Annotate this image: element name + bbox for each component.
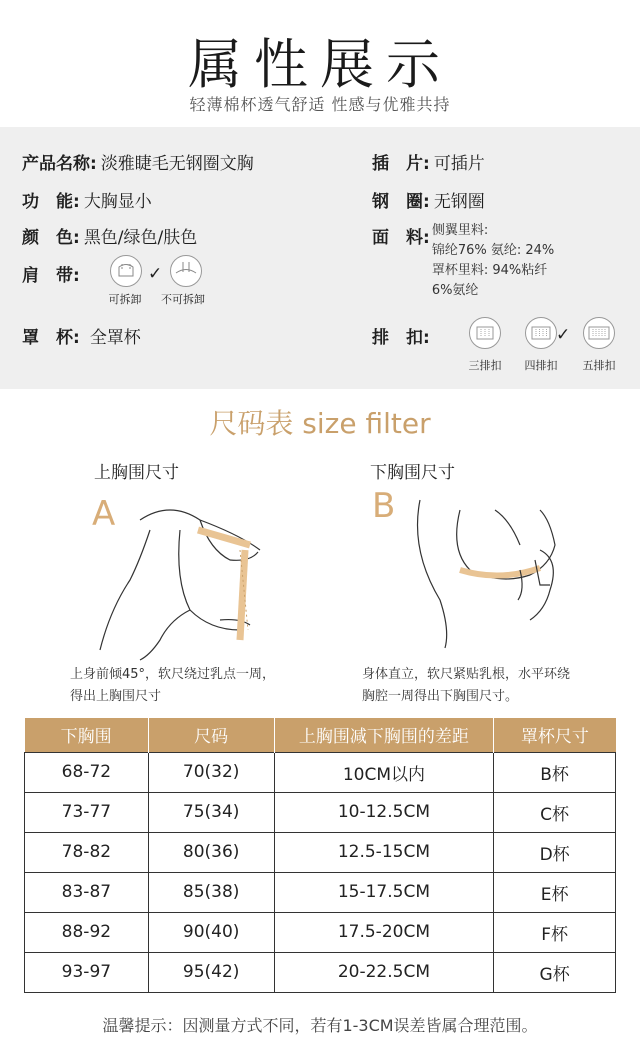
table-cell: F杯 [494, 912, 616, 952]
attr-strap [22, 261, 80, 286]
page-subtitle: 轻薄棉杯透气舒适 性感与优雅共持 [189, 95, 451, 114]
removable-strap-icon [110, 255, 142, 287]
table-cell: 93-97 [25, 952, 149, 992]
table-cell: D杯 [494, 832, 616, 872]
measure-a-description [70, 664, 275, 708]
measure-b-label: 下胸围尺寸 [370, 463, 455, 483]
attr-function [22, 187, 152, 212]
attr-value: 可插片 [433, 154, 485, 174]
attr-label: 插 片: [372, 154, 430, 174]
table-cell: 68-72 [25, 752, 149, 792]
measure-a-illustration [80, 490, 300, 662]
table-row [25, 952, 616, 992]
table-cell: 90(40) [148, 912, 274, 952]
table-cell: 10-12.5CM [274, 792, 494, 832]
desc-line: 胸腔一周得出下胸围尺寸。 [362, 689, 519, 704]
material-line: 6%氨纶 [431, 283, 479, 298]
footer-tip: 温馨提示：因测量方式不同，若有1-3CM误差皆属合理范围。 [102, 1016, 538, 1035]
attr-label: 产品名称: [22, 154, 97, 174]
column-header: 下胸围 [25, 718, 149, 752]
desc-line: 得出上胸围尺寸 [70, 689, 162, 704]
fixed-strap-icon [170, 255, 202, 287]
attr-product-name [22, 149, 254, 174]
measure-a-letter: A [92, 494, 116, 534]
attribute-panel [0, 127, 640, 389]
attr-value: 黑色/绿色/肤色 [83, 228, 198, 248]
attr-label: 功 能: [22, 192, 80, 212]
attr-cup [22, 323, 141, 348]
measure-a-label: 上胸围尺寸 [94, 463, 179, 483]
table-cell: 10CM以内 [274, 752, 494, 792]
table-cell: G杯 [494, 952, 616, 992]
table-row [25, 872, 616, 912]
attr-label: 罩 杯: [22, 328, 80, 348]
attr-label: 颜 色: [22, 228, 80, 248]
strap-option-fixed [161, 255, 206, 307]
desc-line: 身体直立，软尺紧贴乳根，水平环绕 [362, 667, 571, 682]
hook-option-three [462, 317, 508, 373]
hook-option-five [576, 317, 622, 373]
desc-line: 上身前倾45°，软尺绕过乳点一周， [70, 667, 276, 682]
attr-insert [372, 149, 485, 174]
check-icon: ✓ [148, 264, 163, 284]
option-label: 不可拆卸 [161, 293, 205, 306]
table-header-row [25, 718, 616, 752]
attr-value: 无钢圈 [433, 192, 485, 212]
table-cell: C杯 [494, 792, 616, 832]
table-cell: 75(34) [148, 792, 274, 832]
material-detail [432, 221, 554, 301]
size-chart-title: 尺码表 size filter [209, 407, 431, 440]
measure-b-letter: B [372, 486, 396, 526]
table-cell: 20-22.5CM [274, 952, 494, 992]
table-row [25, 792, 616, 832]
attr-value: 全罩杯 [89, 328, 141, 348]
measure-b-description [362, 664, 570, 708]
option-label: 可拆卸 [108, 293, 142, 306]
option-label: 三排扣 [468, 359, 502, 372]
attr-label: 面 料: [372, 228, 430, 248]
column-header: 上胸围减下胸围的差距 [274, 718, 494, 752]
attr-hook [372, 323, 430, 348]
table-cell: 70(32) [148, 752, 274, 792]
check-icon: ✓ [556, 325, 571, 345]
table-row [25, 752, 616, 792]
table-cell: 80(36) [148, 832, 274, 872]
attr-label: 排 扣: [372, 328, 430, 348]
attr-wire [372, 187, 485, 212]
material-line: 锦纶76% 氨纶: 24% [431, 243, 555, 258]
material-line: 罩杯里料: 94%粘纤 [431, 263, 548, 278]
strap-option-removable [106, 255, 146, 307]
table-cell: 73-77 [25, 792, 149, 832]
attr-value: 淡雅睫毛无钢圈文胸 [100, 154, 254, 174]
attr-value: 大胸显小 [83, 192, 152, 212]
table-cell: 15-17.5CM [274, 872, 494, 912]
five-row-hook-icon [583, 317, 615, 349]
attr-color [22, 223, 197, 248]
material-line: 侧翼里料: [431, 223, 489, 238]
table-cell: 78-82 [25, 832, 149, 872]
option-label: 四排扣 [524, 359, 558, 372]
measure-b-illustration [400, 490, 600, 650]
column-header: 尺码 [148, 718, 274, 752]
column-header: 罩杯尺寸 [494, 718, 616, 752]
table-cell: 83-87 [25, 872, 149, 912]
table-cell: 95(42) [148, 952, 274, 992]
table-cell: 17.5-20CM [274, 912, 494, 952]
three-row-hook-icon [469, 317, 501, 349]
attr-label: 钢 圈: [372, 192, 430, 212]
attr-label: 肩 带: [22, 266, 80, 286]
table-row [25, 832, 616, 872]
table-cell: B杯 [494, 752, 616, 792]
option-label: 五排扣 [582, 359, 616, 372]
four-row-hook-icon [525, 317, 557, 349]
page-title: 属性展示 [188, 33, 452, 96]
table-row [25, 912, 616, 952]
attr-material [372, 223, 554, 301]
size-table [24, 718, 616, 993]
table-cell: E杯 [494, 872, 616, 912]
table-cell: 88-92 [25, 912, 149, 952]
table-cell: 12.5-15CM [274, 832, 494, 872]
table-cell: 85(38) [148, 872, 274, 912]
